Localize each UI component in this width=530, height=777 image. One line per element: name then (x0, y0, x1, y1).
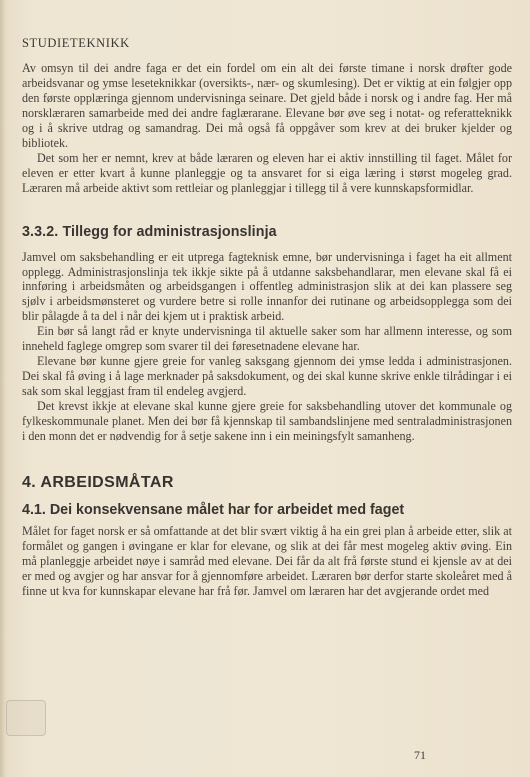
paragraph: Målet for faget norsk er så omfattande at det blir svært viktig å ha ein grei plan å arbeide etter, slik at formålet og gangen i øvingane er klar for elevane, og slik at dei får mest mogeleg aktiv øving. Ein må planleggje arbeidet nøye i samråd med elevane. Dei får da alt frå første stund ei kjensle av at dei er med og avgjer og har ansvar for å gjennomføre arbeidet. Læraren bør derfor starte skoleåret med å finne ut kva for kunnskapar elevane har frå før. Jamvel om læraren har det avgjerande ordet med (22, 523, 512, 598)
page-spine-shadow (0, 0, 6, 777)
page-number: 71 (414, 748, 426, 762)
paragraph: Av omsyn til dei andre faga er det ein fordel om ein alt dei første timane i norsk drøfter gode arbeidsvanar og ymse leseteknikkar (oversikts-, nær- og skumlesing). Det er viktig at ein følgjer opp den første opplæringa gjennom undervisninga seinare. Det gjeld både i norsk og i andre fag. Her må norsklæraren samarbeide med dei andre faglærarane. Elevane bør øve seg i notat- og referatteknikk og i å skrive utdrag og samandrag. Dei må også få oppgåver som krev at dei bruker kjelder og bibliotek. (22, 61, 512, 150)
paragraph: Jamvel om saksbehandling er eit utpregа fagteknisk emne, bør undervisninga i faget ha eit allment opplegg. Administrasjonslinja tek ikkje sikte på å utdanne saksbehandlarar, men elevane skal få ei innføring i arbeidsmåten og arbeidsgangen i offentleg administrasjon slik at dei kan plassere seg sjølv i arbeidsmønsteret og vurdere betre si rolle innanfor dei rutinane og arbeidsopplegga som dei blir pålagde å ta del i når dei kjem ut i praktisk arbeid. (22, 249, 512, 324)
chapter-heading-4: 4. ARBEIDSMÅTAR (22, 473, 174, 491)
section-heading-41: 4.1. Dei konsekvensane målet har for arbeidet med faget (22, 501, 405, 518)
paragraph: Det som her er nemnt, krev at både læraren og eleven har ei aktiv innstilling til faget. Målet for eleven er etter kvart å kunne planleggje og ta ansvaret for si eiga læring i størst mogeleg grad. Læraren må arbeide aktivt som rettleiar og planleggjar i tillegg til å vere kunnskapsformidlar. (22, 150, 512, 195)
section-heading-studieteknikk: STUDIETEKNIKK (22, 36, 130, 50)
paragraph: Elevane bør kunne gjere greie for vanleg saksgang gjennom dei ymse ledda i administrasjonen. Dei skal få øving i å lage merknader på saksdokument, og dei skal kunne skrive enkle tilrådingar i ei sak som skal leggjast fram til endeleg avgjerd. (22, 354, 512, 399)
page-content (22, 36, 512, 599)
paragraph: Det krevst ikkje at elevane skal kunne gjere greie for saksbehandling utover det kommunale og fylkeskommunale planet. Men dei bør få kjennskap til sambandslinjene med sentraladministrasjonen i den monn det er nødvendig for å setje sakene inn i ein meiningsfylt samanheng. (22, 399, 512, 444)
section-heading-332: 3.3.2. Tillegg for administrasjonslinja (22, 223, 277, 240)
paragraph: Ein bør så langt råd er knyte undervisninga til aktuelle saker som har allmenn interesse, og som inneheld faglege omgrep som svarer til dei føresetnadene elevane har. (22, 324, 512, 354)
page-stain (6, 700, 46, 736)
